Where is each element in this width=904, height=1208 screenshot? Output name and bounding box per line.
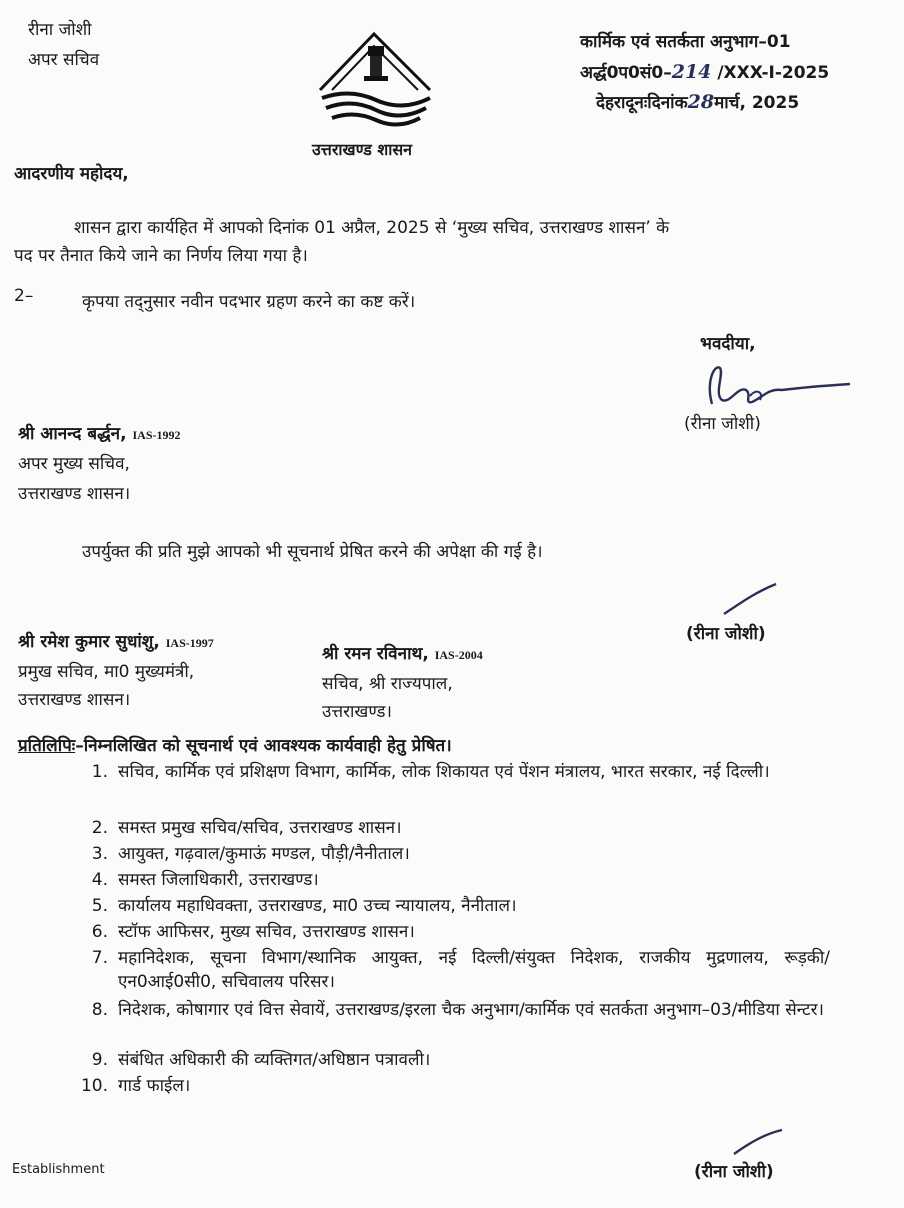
ref-number-handwritten: 214 — [671, 61, 712, 83]
ref-prefix: अर्द्ध0प0सं0– — [580, 63, 672, 83]
copy-note: उपर्युक्त की प्रति मुझे आपको भी सूचनार्थ प्रेषित करने की अपेक्षा की गई है। — [82, 542, 543, 562]
letter-date — [596, 90, 799, 115]
addressee-name — [18, 422, 181, 447]
sender-designation: अपर सचिव — [28, 50, 100, 70]
sender-name: रीना जोशी — [28, 20, 92, 40]
paragraph-1-line-1: शासन द्वारा कार्यहित में आपको दिनांक 01 अप्रैल, 2025 से ‘मुख्य सचिव, उत्तराखण्ड शासन’ के — [74, 218, 670, 238]
date-suffix: मार्च, 2025 — [714, 93, 800, 113]
ref-suffix: /XXX-I-2025 — [717, 63, 830, 83]
copy-recipient-right-designation: सचिव, श्री राज्यपाल, — [322, 674, 453, 694]
signatory-name-3: (रीना जोशी) — [694, 1162, 774, 1182]
closing-text: भवदीया, — [700, 334, 756, 354]
copy-recipient-right-name — [322, 642, 483, 667]
paragraph-2-number: 2– — [14, 286, 34, 306]
list-item-text: स्टॉफ आफिसर, मुख्य सचिव, उत्तराखण्ड शासन। — [118, 922, 415, 942]
date-day-handwritten: 28 — [687, 91, 715, 113]
list-item — [72, 1048, 830, 1072]
department-name: कार्मिक एवं सतर्कता अनुभाग–01 — [580, 32, 791, 52]
list-item-number: 5. — [91, 896, 108, 916]
addressee-service: IAS-1992 — [132, 428, 181, 442]
list-item — [72, 1074, 830, 1098]
list-item — [72, 920, 830, 944]
list-item-text: आयुक्त, गढ़वाल/कुमाऊं मण्डल, पौड़ी/नैनीताल। — [118, 844, 410, 864]
emblem-caption: उत्तराखण्ड शासन — [312, 140, 413, 159]
distribution-heading-rest: –निम्नलिखित को सूचनार्थ एवं आवश्यक कार्यवाही हेतु प्रेषित। — [75, 736, 452, 756]
list-item-number: 2. — [91, 818, 108, 838]
reference-number — [580, 60, 829, 85]
signatory-name-1: (रीना जोशी) — [684, 414, 761, 434]
addressee-designation: अपर मुख्य सचिव, — [18, 454, 130, 474]
list-item-text: निदेशक, कोषागार एवं वित्त सेवायें, उत्तराखण्ड/इरला चैक अनुभाग/कार्मिक एवं सतर्कता अनुभाग–03/मीडिया सेन्टर। — [118, 1000, 824, 1020]
list-item — [72, 946, 830, 994]
distribution-heading — [18, 734, 452, 758]
initial-mark-icon — [720, 582, 780, 618]
list-item — [72, 868, 830, 892]
list-item — [72, 894, 830, 918]
list-item-number: 8. — [91, 1000, 108, 1020]
paragraph-1-line-2: पद पर तैनात किये जाने का निर्णय लिया गया है। — [14, 246, 308, 266]
list-item-text: कार्यालय महाधिवक्ता, उत्तराखण्ड, मा0 उच्च न्यायालय, नैनीताल। — [118, 896, 517, 916]
signatory-name-2: (रीना जोशी) — [686, 624, 766, 644]
left-service: IAS-1997 — [165, 636, 214, 650]
left-name-text: श्री रमेश कुमार सुधांशु, — [18, 632, 160, 652]
copy-recipient-left-office: उत्तराखण्ड शासन। — [18, 690, 131, 710]
paragraph-2-text: कृपया तद्नुसार नवीन पदभार ग्रहण करने का कष्ट करें। — [82, 292, 416, 312]
copy-recipient-left-designation: प्रमुख सचिव, मा0 मुख्यमंत्री, — [18, 662, 195, 682]
right-service: IAS-2004 — [434, 648, 483, 662]
list-item-text: सचिव, कार्मिक एवं प्रशिक्षण विभाग, कार्मिक, लोक शिकायत एवं पेंशन मंत्रालय, भारत सरकार, नई दिल्ली। — [118, 762, 770, 782]
initial-mark-icon — [730, 1126, 786, 1158]
list-item-text: समस्त प्रमुख सचिव/सचिव, उत्तराखण्ड शासन। — [118, 818, 402, 838]
list-item-text: समस्त जिलाधिकारी, उत्तराखण्ड। — [118, 870, 319, 890]
addressee-office: उत्तराखण्ड शासन। — [18, 484, 131, 504]
distribution-heading-label: प्रतिलिपिः — [18, 736, 76, 756]
list-item — [72, 760, 830, 784]
footer-establishment: Establishment — [12, 1162, 105, 1177]
list-item — [72, 998, 830, 1022]
list-item-number: 1. — [91, 762, 108, 782]
copy-recipient-right-office: उत्तराखण्ड। — [322, 702, 392, 722]
copy-recipient-left-name — [18, 630, 214, 655]
right-name-text: श्री रमन रविनाथ, — [322, 644, 429, 664]
list-item-number: 4. — [91, 870, 108, 890]
addressee-name-text: श्री आनन्द बर्द्धन, — [18, 424, 127, 444]
list-item-number: 10. — [80, 1076, 108, 1096]
list-item-text: महानिदेशक, सूचना विभाग/स्थानिक आयुक्त, नई दिल्ली/संयुक्त निदेशक, राजकीय मुद्रणालय, रूड़की/एन0आई0सी0, सचिवालय परिसर। — [118, 948, 830, 992]
list-item-text: संबंधित अधिकारी की व्यक्तिगत/अधिष्ठान पत्रावली। — [118, 1050, 431, 1070]
list-item-number: 9. — [91, 1050, 108, 1070]
list-item-number: 3. — [91, 844, 108, 864]
list-item-number: 7. — [91, 948, 108, 968]
uttarakhand-emblem-icon — [312, 28, 442, 128]
date-prefix: देहरादूनःदिनांक — [596, 93, 688, 113]
list-item-number: 6. — [91, 922, 108, 942]
list-item — [72, 842, 830, 866]
list-item — [72, 816, 830, 840]
salutation: आदरणीय महोदय, — [14, 164, 129, 184]
list-item-text: गार्ड फाईल। — [118, 1076, 191, 1096]
